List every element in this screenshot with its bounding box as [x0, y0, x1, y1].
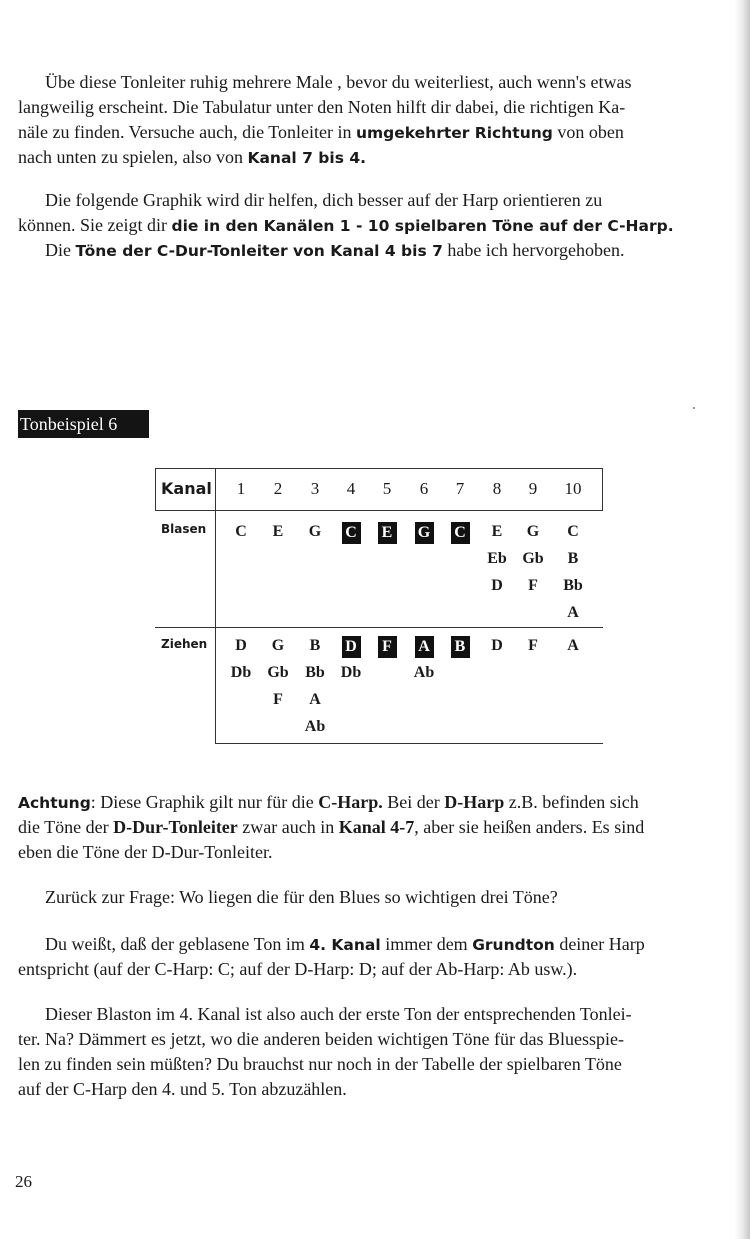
text-line — [18, 238, 736, 263]
text-line — [18, 95, 736, 120]
channel-number-8: 8 — [492, 479, 502, 498]
draw-note-ch6 — [406, 636, 442, 658]
draw-note-ch3: Bb — [305, 664, 325, 681]
channel-number-2: 2 — [273, 479, 283, 498]
text-span: Übe diese Tonleiter ruhig mehrere Male , bevor du weiterliest, auch wenn's etwas — [45, 72, 632, 92]
text-span: immer dem — [380, 934, 473, 954]
table-rule — [215, 743, 603, 744]
highlighted-note: A — [415, 636, 434, 658]
text-span: habe ich hervorgehoben. — [442, 240, 625, 260]
draw-note-ch6: Ab — [413, 664, 435, 681]
table-rule — [155, 510, 603, 511]
text-line — [18, 1077, 736, 1102]
draw-note-ch1: D — [235, 637, 247, 654]
text-span: nach unten zu spielen, also von — [18, 147, 248, 167]
page-edge-shadow — [734, 0, 750, 1239]
channel-number-5: 5 — [382, 479, 392, 498]
text-line — [18, 840, 736, 865]
text-span: : Diese Graphik gilt nur für die — [90, 792, 319, 812]
bold-phrase: Kanal 4-7 — [338, 817, 415, 837]
text-span: können. Sie zeigt dir — [18, 215, 172, 235]
draw-note-ch2: Gb — [267, 664, 289, 681]
highlighted-note: E — [378, 522, 397, 544]
bold-phrase: D-Dur-Tonleiter — [113, 817, 238, 837]
text-line — [18, 145, 736, 170]
text-span: len zu finden sein müßten? Du brauchst nur noch in der Tabelle der spielbaren Töne — [18, 1054, 622, 1074]
draw-note-ch4: Db — [340, 664, 362, 681]
table-rule — [155, 468, 156, 510]
text-line — [18, 815, 736, 840]
audio-example-label: Tonbeispiel 6 — [18, 410, 149, 438]
text-line — [18, 932, 736, 957]
channel-number-1: 1 — [236, 479, 246, 498]
blow-note-ch8: D — [491, 577, 503, 594]
bold-phrase: Grundton — [472, 936, 555, 954]
draw-note-ch3: B — [309, 637, 321, 654]
channel-number-10: 10 — [564, 479, 582, 498]
text-span: von oben — [552, 122, 624, 142]
text-span: eben die Töne der D-Dur-Tonleiter. — [18, 842, 273, 862]
blow-note-ch9: F — [528, 577, 538, 594]
bold-phrase: D-Harp — [444, 792, 505, 812]
blow-note-ch8: Eb — [487, 550, 507, 567]
row-label-blasen: Blasen — [161, 522, 207, 536]
draw-note-ch8: D — [491, 637, 503, 654]
text-span: Du weißt, daß der geblasene Ton im — [45, 934, 310, 954]
bold-phrase: C-Harp. — [318, 792, 383, 812]
draw-note-ch3: Ab — [304, 718, 326, 735]
page-number: 26 — [15, 1172, 32, 1191]
text-line — [18, 1027, 736, 1052]
draw-note-ch9: F — [528, 637, 538, 654]
scan-speck — [693, 407, 695, 409]
harp-note-table — [155, 468, 603, 744]
bold-phrase: Töne der C-Dur-Tonleiter von Kanal 4 bis 7 — [75, 242, 443, 260]
header-kanal: Kanal — [161, 479, 212, 498]
paragraph-blaston — [18, 1002, 736, 1102]
draw-note-ch10: A — [567, 637, 579, 654]
text-span: entspricht (auf der C-Harp: C; auf der D-Harp: D; auf der Ab-Harp: Ab usw.). — [18, 959, 578, 979]
text-span: die Töne der — [18, 817, 114, 837]
blow-note-ch10: Bb — [563, 577, 583, 594]
text-span: auf der C-Harp den 4. und 5. Ton abzuzählen. — [18, 1079, 347, 1099]
text-span: näle zu finden. Versuche auch, die Tonleiter in — [18, 122, 356, 142]
draw-note-ch7 — [442, 636, 478, 658]
text-line — [18, 957, 736, 982]
blow-note-ch6 — [406, 522, 442, 544]
blow-note-ch10: B — [567, 550, 579, 567]
text-span: Zurück zur Frage: Wo liegen die für den Blues so wichtigen drei Töne? — [45, 887, 558, 907]
blow-note-ch1: C — [235, 523, 247, 540]
text-span: Die — [45, 240, 76, 260]
paragraph-practice-scale — [18, 70, 736, 170]
blow-note-ch8: E — [491, 523, 503, 540]
draw-note-ch5 — [369, 636, 405, 658]
paragraph-question — [18, 885, 736, 910]
highlighted-note: B — [451, 636, 470, 658]
draw-note-ch2: G — [271, 637, 285, 654]
channel-number-9: 9 — [528, 479, 538, 498]
highlighted-note: D — [342, 636, 361, 658]
bold-phrase: Kanal 7 bis 4. — [247, 149, 367, 167]
text-span: z.B. befinden sich — [504, 792, 639, 812]
bold-phrase: die in den Kanälen 1 - 10 spielbaren Töne auf der C-Harp. — [171, 217, 674, 235]
text-span: langweilig erscheint. Die Tabulatur unter den Noten hilft dir dabei, die richtigen Ka- — [18, 97, 626, 117]
paragraph-grundton — [18, 932, 736, 982]
blow-note-ch7 — [442, 522, 478, 544]
table-rule — [155, 468, 603, 469]
text-span: Bei der — [382, 792, 445, 812]
text-line — [18, 188, 736, 213]
paragraph-achtung — [18, 790, 736, 865]
draw-note-ch3: A — [309, 691, 321, 708]
blow-note-ch2: E — [272, 523, 284, 540]
bold-phrase: 4. Kanal — [309, 936, 381, 954]
table-rule — [155, 627, 603, 628]
highlighted-note: G — [415, 522, 434, 544]
channel-number-7: 7 — [455, 479, 465, 498]
text-span: ter. Na? Dämmert es jetzt, wo die anderen beiden wichtigen Töne für das Bluesspie- — [18, 1029, 624, 1049]
channel-number-4: 4 — [346, 479, 356, 498]
text-span: deiner Harp — [554, 934, 645, 954]
draw-note-ch4 — [333, 636, 369, 658]
row-label-ziehen: Ziehen — [161, 637, 208, 651]
text-line — [18, 790, 736, 815]
text-span: zwar auch in — [237, 817, 339, 837]
bold-phrase: umgekehrter Richtung — [355, 124, 553, 142]
text-line — [18, 1052, 736, 1077]
text-span: Die folgende Graphik wird dir helfen, dich besser auf der Harp orientieren zu — [45, 190, 603, 210]
blow-note-ch10: A — [567, 604, 579, 621]
channel-number-3: 3 — [310, 479, 320, 498]
text-span: Dieser Blaston im 4. Kanal ist also auch der erste Ton der entsprechenden Tonlei- — [45, 1004, 632, 1024]
blow-note-ch9: Gb — [522, 550, 544, 567]
bold-phrase: Achtung — [18, 794, 91, 812]
blow-note-ch10: C — [567, 523, 579, 540]
text-line — [18, 885, 736, 910]
blow-note-ch4 — [333, 522, 369, 544]
paragraph-graphic-intro — [18, 188, 736, 263]
text-span: , aber sie heißen anders. Es sind — [414, 817, 645, 837]
highlighted-note: F — [378, 636, 397, 658]
highlighted-note: C — [342, 522, 361, 544]
table-rule — [602, 468, 603, 510]
channel-number-6: 6 — [419, 479, 429, 498]
draw-note-ch1: Db — [230, 664, 252, 681]
blow-note-ch3: G — [308, 523, 322, 540]
blow-note-ch9: G — [526, 523, 540, 540]
text-line — [18, 1002, 736, 1027]
highlighted-note: C — [451, 522, 470, 544]
text-line — [18, 120, 736, 145]
draw-note-ch2: F — [273, 691, 283, 708]
text-line — [18, 213, 736, 238]
blow-note-ch5 — [369, 522, 405, 544]
text-line — [18, 70, 736, 95]
